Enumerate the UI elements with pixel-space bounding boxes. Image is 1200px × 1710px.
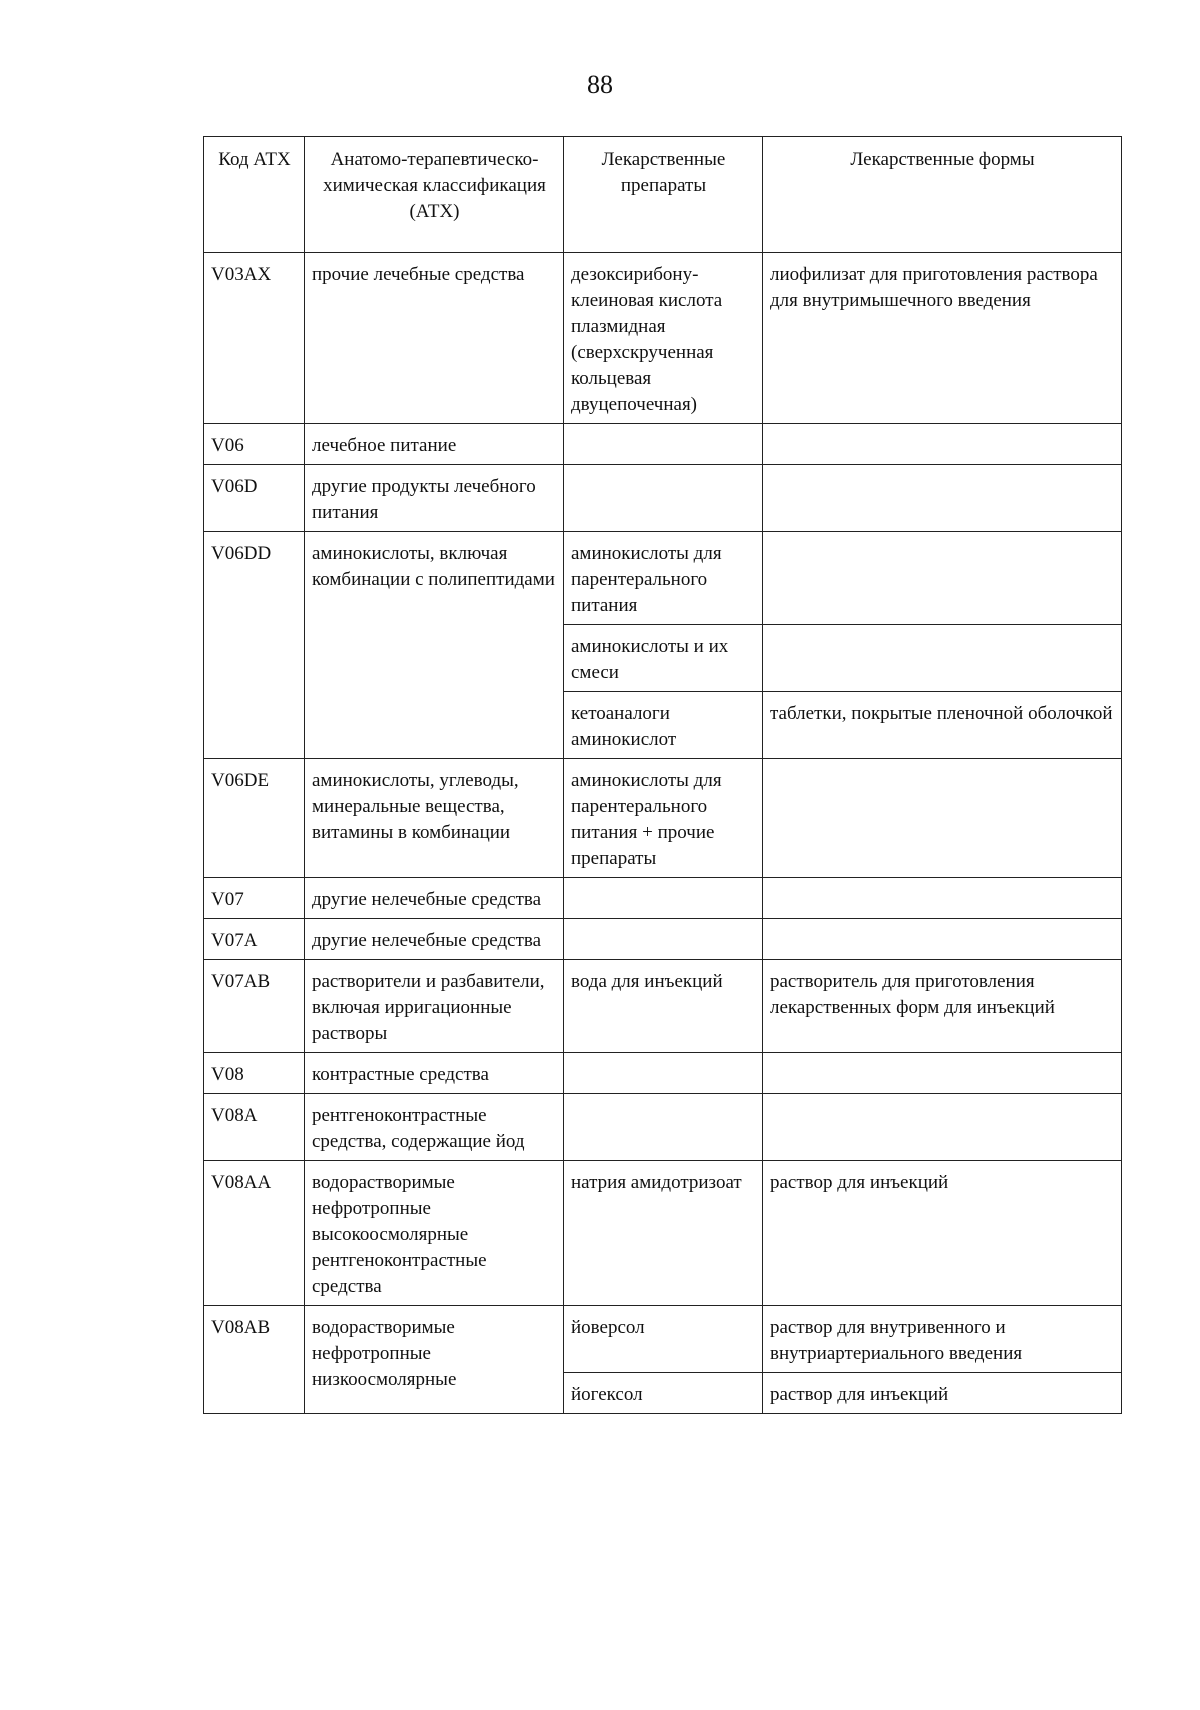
atc-code-cell: V08: [204, 1053, 305, 1094]
atc-code-cell: V08AA: [204, 1161, 305, 1306]
table-row: [204, 532, 1122, 625]
drug-cell: натрия амидотризоат: [564, 1161, 763, 1306]
table-header-row: [204, 137, 1122, 253]
table-row: [204, 1306, 1122, 1373]
drug-cell: [564, 878, 763, 919]
form-cell: раствор для инъекций: [763, 1161, 1122, 1306]
drug-cell: [564, 424, 763, 465]
header-classification: Анатомо-терапевтическо-химическая классификация (АТХ): [305, 137, 564, 253]
table-row: [204, 759, 1122, 878]
drug-cell: [564, 465, 763, 532]
drug-cell: аминокислоты для парентерального питания + прочие препараты: [564, 759, 763, 878]
table-row: [204, 465, 1122, 532]
atc-code-cell: V03AX: [204, 253, 305, 424]
atc-code-cell: V08AB: [204, 1306, 305, 1414]
atc-code-cell: V07A: [204, 919, 305, 960]
table-row: [204, 1094, 1122, 1161]
drug-cell: кетоаналоги аминокислот: [564, 692, 763, 759]
form-cell: [763, 878, 1122, 919]
form-cell: растворитель для приготовления лекарственных форм для инъекций: [763, 960, 1122, 1053]
drug-cell: [564, 919, 763, 960]
classification-cell: растворители и разбавители, включая ирригационные растворы: [305, 960, 564, 1053]
drug-cell: вода для инъекций: [564, 960, 763, 1053]
form-cell: [763, 759, 1122, 878]
classification-cell: рентгеноконтрастные средства, содержащие йод: [305, 1094, 564, 1161]
table-row: [204, 1161, 1122, 1306]
classification-cell: прочие лечебные средства: [305, 253, 564, 424]
classification-cell: другие продукты лечебного питания: [305, 465, 564, 532]
atc-code-cell: V06D: [204, 465, 305, 532]
form-cell: [763, 1094, 1122, 1161]
atc-code-cell: V08A: [204, 1094, 305, 1161]
form-cell: таблетки, покрытые пленочной оболочкой: [763, 692, 1122, 759]
drug-cell: йоверсол: [564, 1306, 763, 1373]
drug-cell: дезоксирибону-клеиновая кислота плазмидная (сверхскрученная кольцевая двуцепочечная): [564, 253, 763, 424]
table-row: [204, 878, 1122, 919]
form-cell: [763, 532, 1122, 625]
atc-code-cell: V06DE: [204, 759, 305, 878]
classification-cell: другие нелечебные средства: [305, 878, 564, 919]
form-cell: [763, 625, 1122, 692]
form-cell: [763, 1053, 1122, 1094]
header-drugs: Лекарственные препараты: [564, 137, 763, 253]
table-row: [204, 1053, 1122, 1094]
table-row: [204, 424, 1122, 465]
form-cell: [763, 919, 1122, 960]
page-number: 88: [587, 70, 613, 99]
form-cell: раствор для внутривенного и внутриартериального введения: [763, 1306, 1122, 1373]
classification-cell: контрастные средства: [305, 1053, 564, 1094]
form-cell: раствор для инъекций: [763, 1373, 1122, 1414]
drug-cell: аминокислоты и их смеси: [564, 625, 763, 692]
atc-code-cell: V06: [204, 424, 305, 465]
header-forms: Лекарственные формы: [763, 137, 1122, 253]
drug-cell: [564, 1094, 763, 1161]
table-row: [204, 919, 1122, 960]
form-cell: [763, 424, 1122, 465]
atc-table: [203, 136, 1122, 1414]
drug-cell: аминокислоты для парентерального питания: [564, 532, 763, 625]
atc-code-cell: V07AB: [204, 960, 305, 1053]
form-cell: лиофилизат для приготовления раствора для внутримышечного введения: [763, 253, 1122, 424]
classification-cell: водорастворимые нефротропные низкоосмолярные: [305, 1306, 564, 1414]
atc-code-cell: V07: [204, 878, 305, 919]
header-code: Код АТХ: [204, 137, 305, 253]
classification-cell: другие нелечебные средства: [305, 919, 564, 960]
form-cell: [763, 465, 1122, 532]
classification-cell: водорастворимые нефротропные высокоосмолярные рентгеноконтрастные средства: [305, 1161, 564, 1306]
drug-cell: [564, 1053, 763, 1094]
table-row: [204, 253, 1122, 424]
atc-code-cell: V06DD: [204, 532, 305, 759]
table-row: [204, 960, 1122, 1053]
classification-cell: аминокислоты, углеводы, минеральные вещества, витамины в комбинации: [305, 759, 564, 878]
drug-cell: йогексол: [564, 1373, 763, 1414]
classification-cell: лечебное питание: [305, 424, 564, 465]
classification-cell: аминокислоты, включая комбинации с полипептидами: [305, 532, 564, 759]
